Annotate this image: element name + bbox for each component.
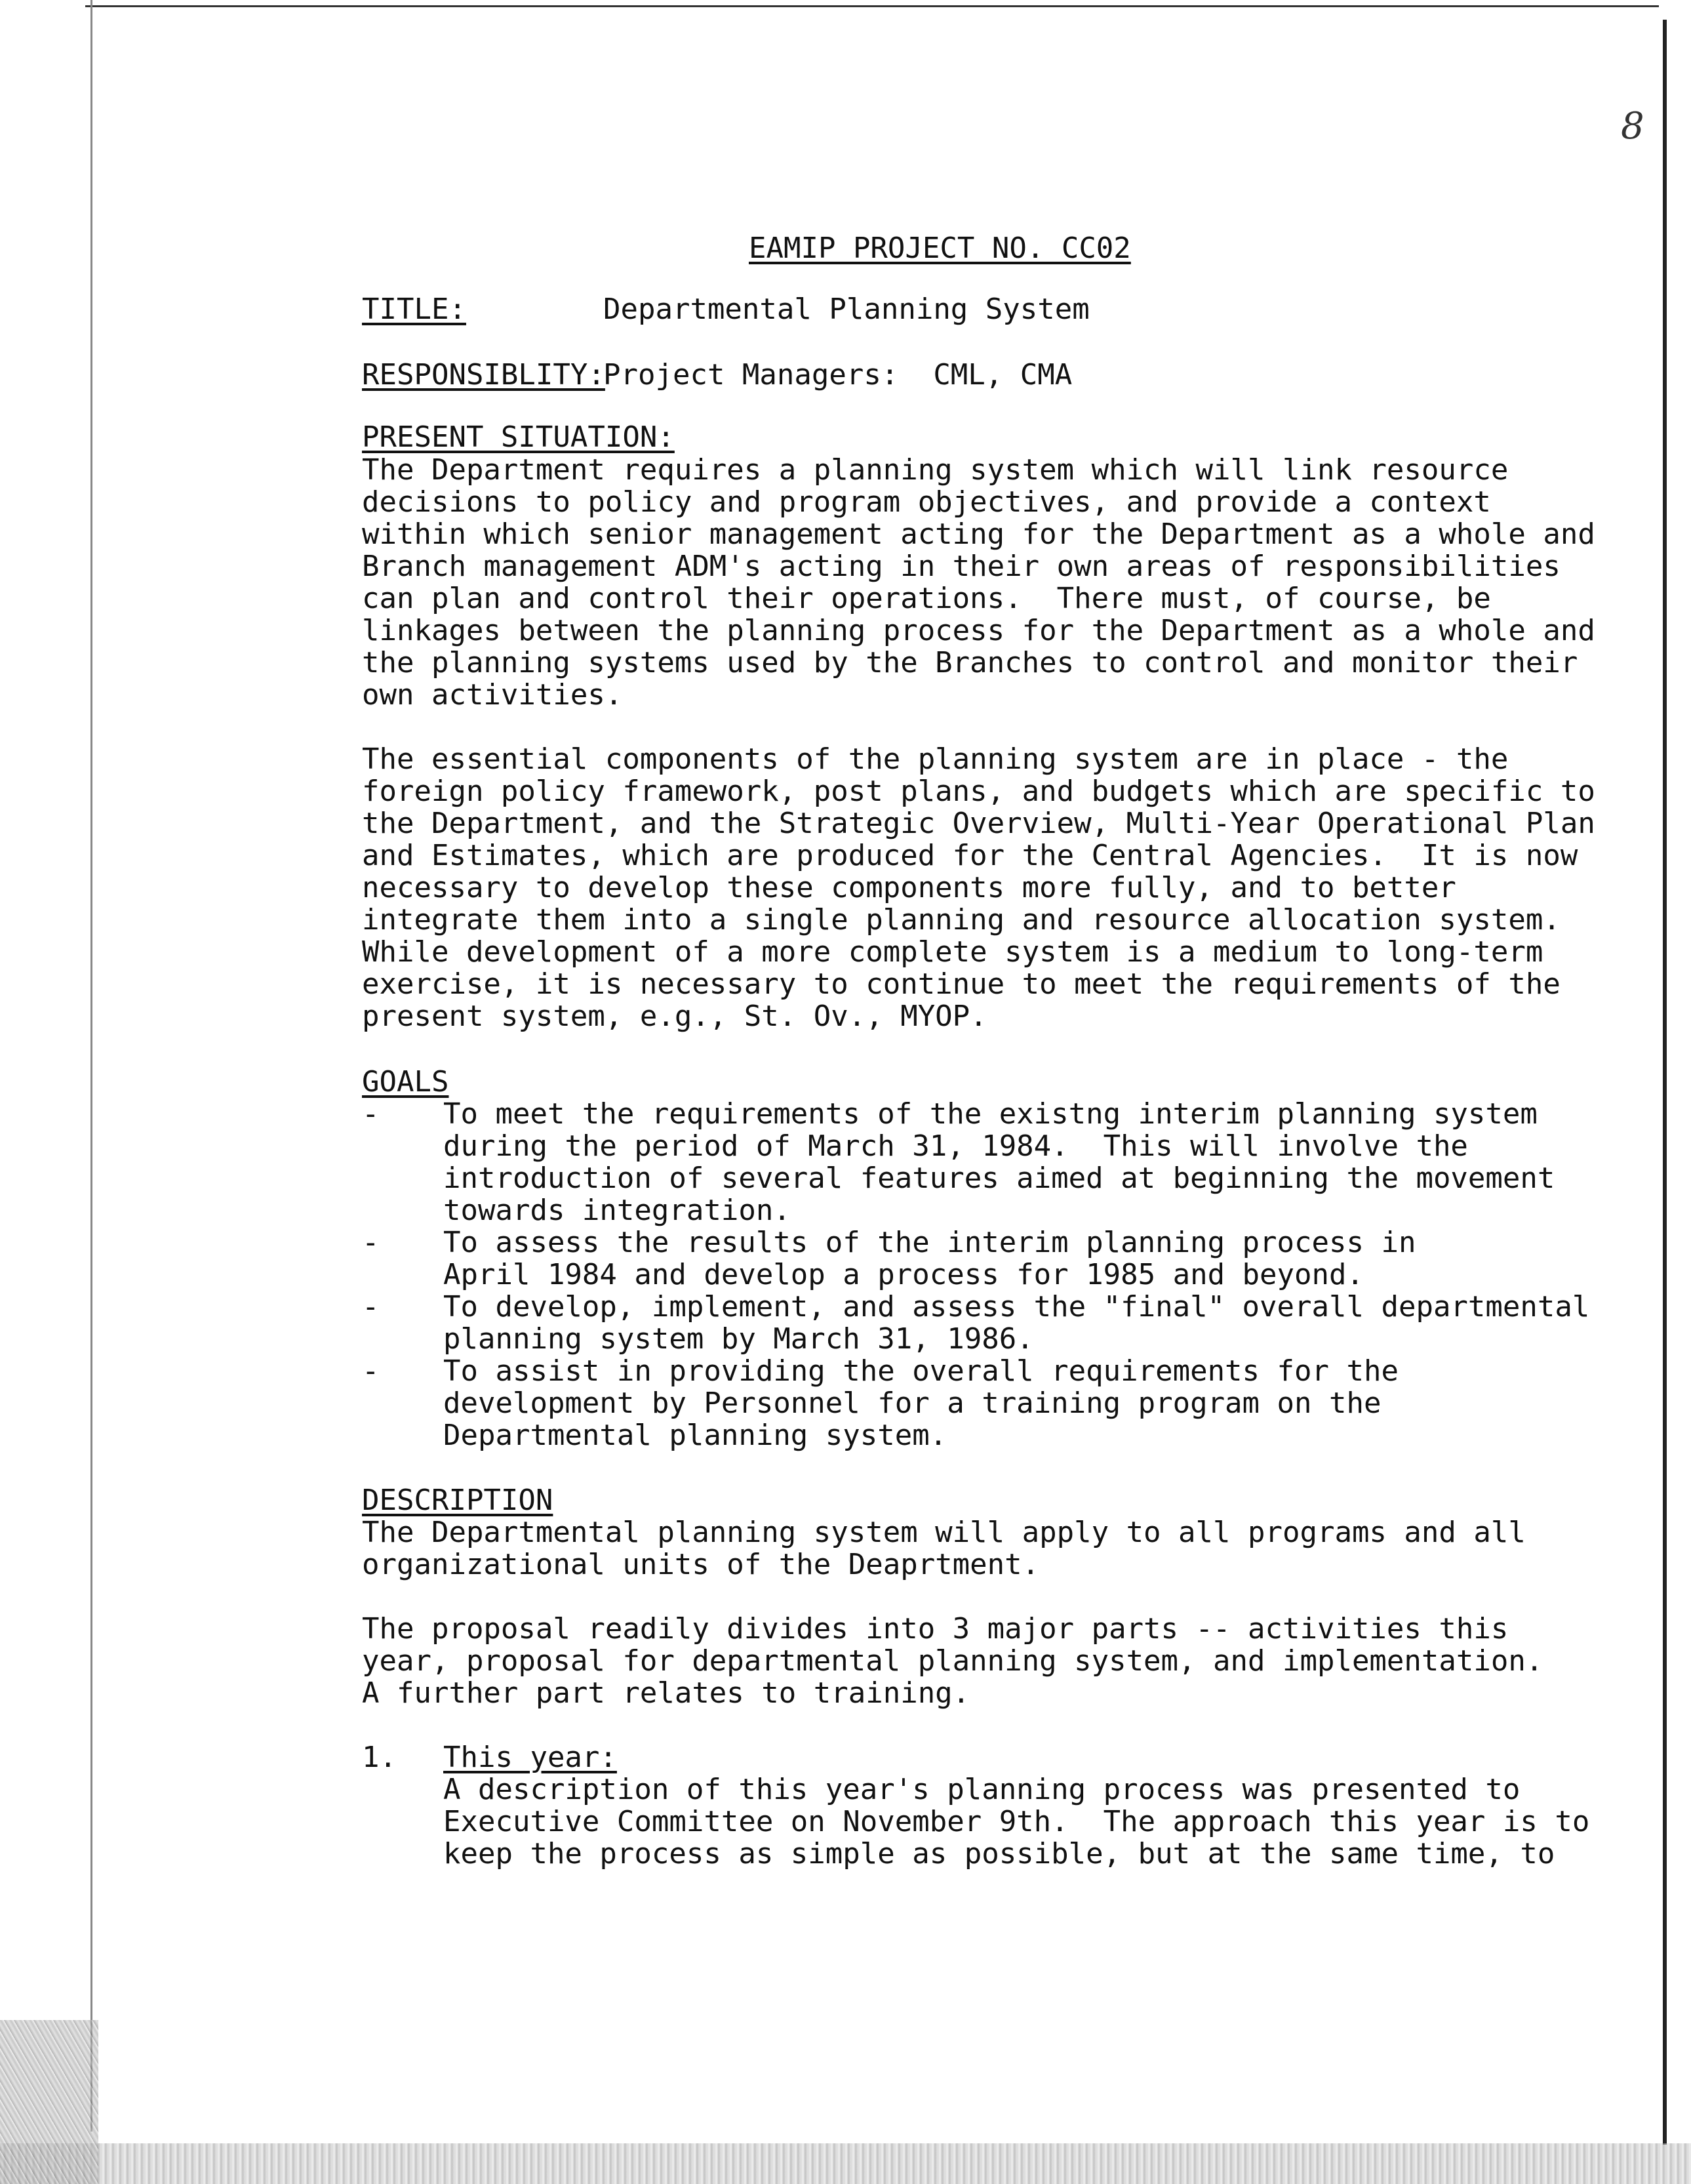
goal-line: introduction of several features aimed at beginning the movement <box>443 1162 1555 1195</box>
description-heading: DESCRIPTION <box>362 1484 553 1517</box>
paragraph-line: The essential components of the planning system are in place - the <box>362 742 1509 776</box>
scan-bottom-edge <box>0 2143 1691 2184</box>
section-line: A description of this year's planning process was presented to <box>443 1773 1521 1806</box>
goal-line: To assist in providing the overall requirements for the <box>443 1354 1399 1388</box>
present-situation-heading: PRESENT SITUATION: <box>362 420 675 454</box>
goal-line: development by Personnel for a training program on the <box>443 1386 1382 1420</box>
description-line: organizational units of the Deaprtment. <box>362 1548 1040 1581</box>
description-line: The Departmental planning system will apply to all programs and all <box>362 1516 1526 1549</box>
paragraph-line: the planning systems used by the Branches to control and monitor their <box>362 646 1578 679</box>
document-title: EAMIP PROJECT NO. CC02 <box>749 232 1131 265</box>
bullet-dash: - <box>362 1097 380 1131</box>
paragraph-line: necessary to develop these components more fully, and to better <box>362 871 1456 904</box>
paragraph-line: can plan and control their operations. There must, of course, be <box>362 582 1491 615</box>
page-top-edge <box>85 5 1659 7</box>
paragraph-line: foreign policy framework, post plans, and budgets which are specific to <box>362 775 1595 808</box>
section-heading: This year: <box>443 1741 617 1774</box>
section-number: 1. <box>362 1741 397 1774</box>
description-line: The proposal readily divides into 3 major parts -- activities this <box>362 1612 1509 1646</box>
paragraph-line: own activities. <box>362 678 623 712</box>
description-line: A further part relates to training. <box>362 1676 970 1710</box>
goals-heading: GOALS <box>362 1065 449 1099</box>
title-value: Departmental Planning System <box>603 293 1090 326</box>
goal-line: April 1984 and develop a process for 1985 and beyond. <box>443 1258 1364 1291</box>
paragraph-line: integrate them into a single planning and resource allocation system. <box>362 903 1561 937</box>
paragraph-line: Branch management ADM's acting in their own areas of responsibilities <box>362 550 1561 583</box>
paragraph-line: present system, e.g., St. Ov., MYOP. <box>362 1000 987 1033</box>
bullet-dash: - <box>362 1226 380 1259</box>
paragraph-line: linkages between the planning process for the Department as a whole and <box>362 614 1595 647</box>
title-label: TITLE: <box>362 293 466 326</box>
paragraph-line: decisions to policy and program objectives, and provide a context <box>362 485 1491 519</box>
responsibility-label: RESPONSIBLITY: <box>362 358 605 392</box>
page-number: 8 <box>1621 105 1644 148</box>
responsibility-value: Project Managers: CML, CMA <box>603 358 1073 392</box>
section-line: keep the process as simple as possible, but at the same time, to <box>443 1837 1555 1871</box>
paragraph-line: While development of a more complete system is a medium to long-term <box>362 935 1543 969</box>
goal-line: To develop, implement, and assess the "final" overall departmental <box>443 1290 1590 1324</box>
bullet-dash: - <box>362 1290 380 1324</box>
section-line: Executive Committee on November 9th. The approach this year is to <box>443 1805 1590 1838</box>
scan-corner-shadow <box>0 2020 98 2184</box>
paragraph-line: The Department requires a planning system which will link resource <box>362 453 1509 487</box>
goal-line: towards integration. <box>443 1194 791 1227</box>
paragraph-line: the Department, and the Strategic Overview, Multi-Year Operational Plan <box>362 807 1595 840</box>
page-left-edge <box>90 0 92 2132</box>
page-right-edge <box>1663 20 1667 2145</box>
goal-line: To meet the requirements of the existng interim planning system <box>443 1097 1538 1131</box>
paragraph-line: exercise, it is necessary to continue to meet the requirements of the <box>362 967 1561 1001</box>
goal-line: during the period of March 31, 1984. This will involve the <box>443 1129 1468 1163</box>
goal-line: Departmental planning system. <box>443 1419 947 1452</box>
goal-line: planning system by March 31, 1986. <box>443 1322 1034 1356</box>
paragraph-line: within which senior management acting for the Department as a whole and <box>362 517 1595 551</box>
description-line: year, proposal for departmental planning system, and implementation. <box>362 1644 1543 1678</box>
goal-line: To assess the results of the interim planning process in <box>443 1226 1416 1259</box>
paragraph-line: and Estimates, which are produced for the Central Agencies. It is now <box>362 839 1578 872</box>
bullet-dash: - <box>362 1354 380 1388</box>
